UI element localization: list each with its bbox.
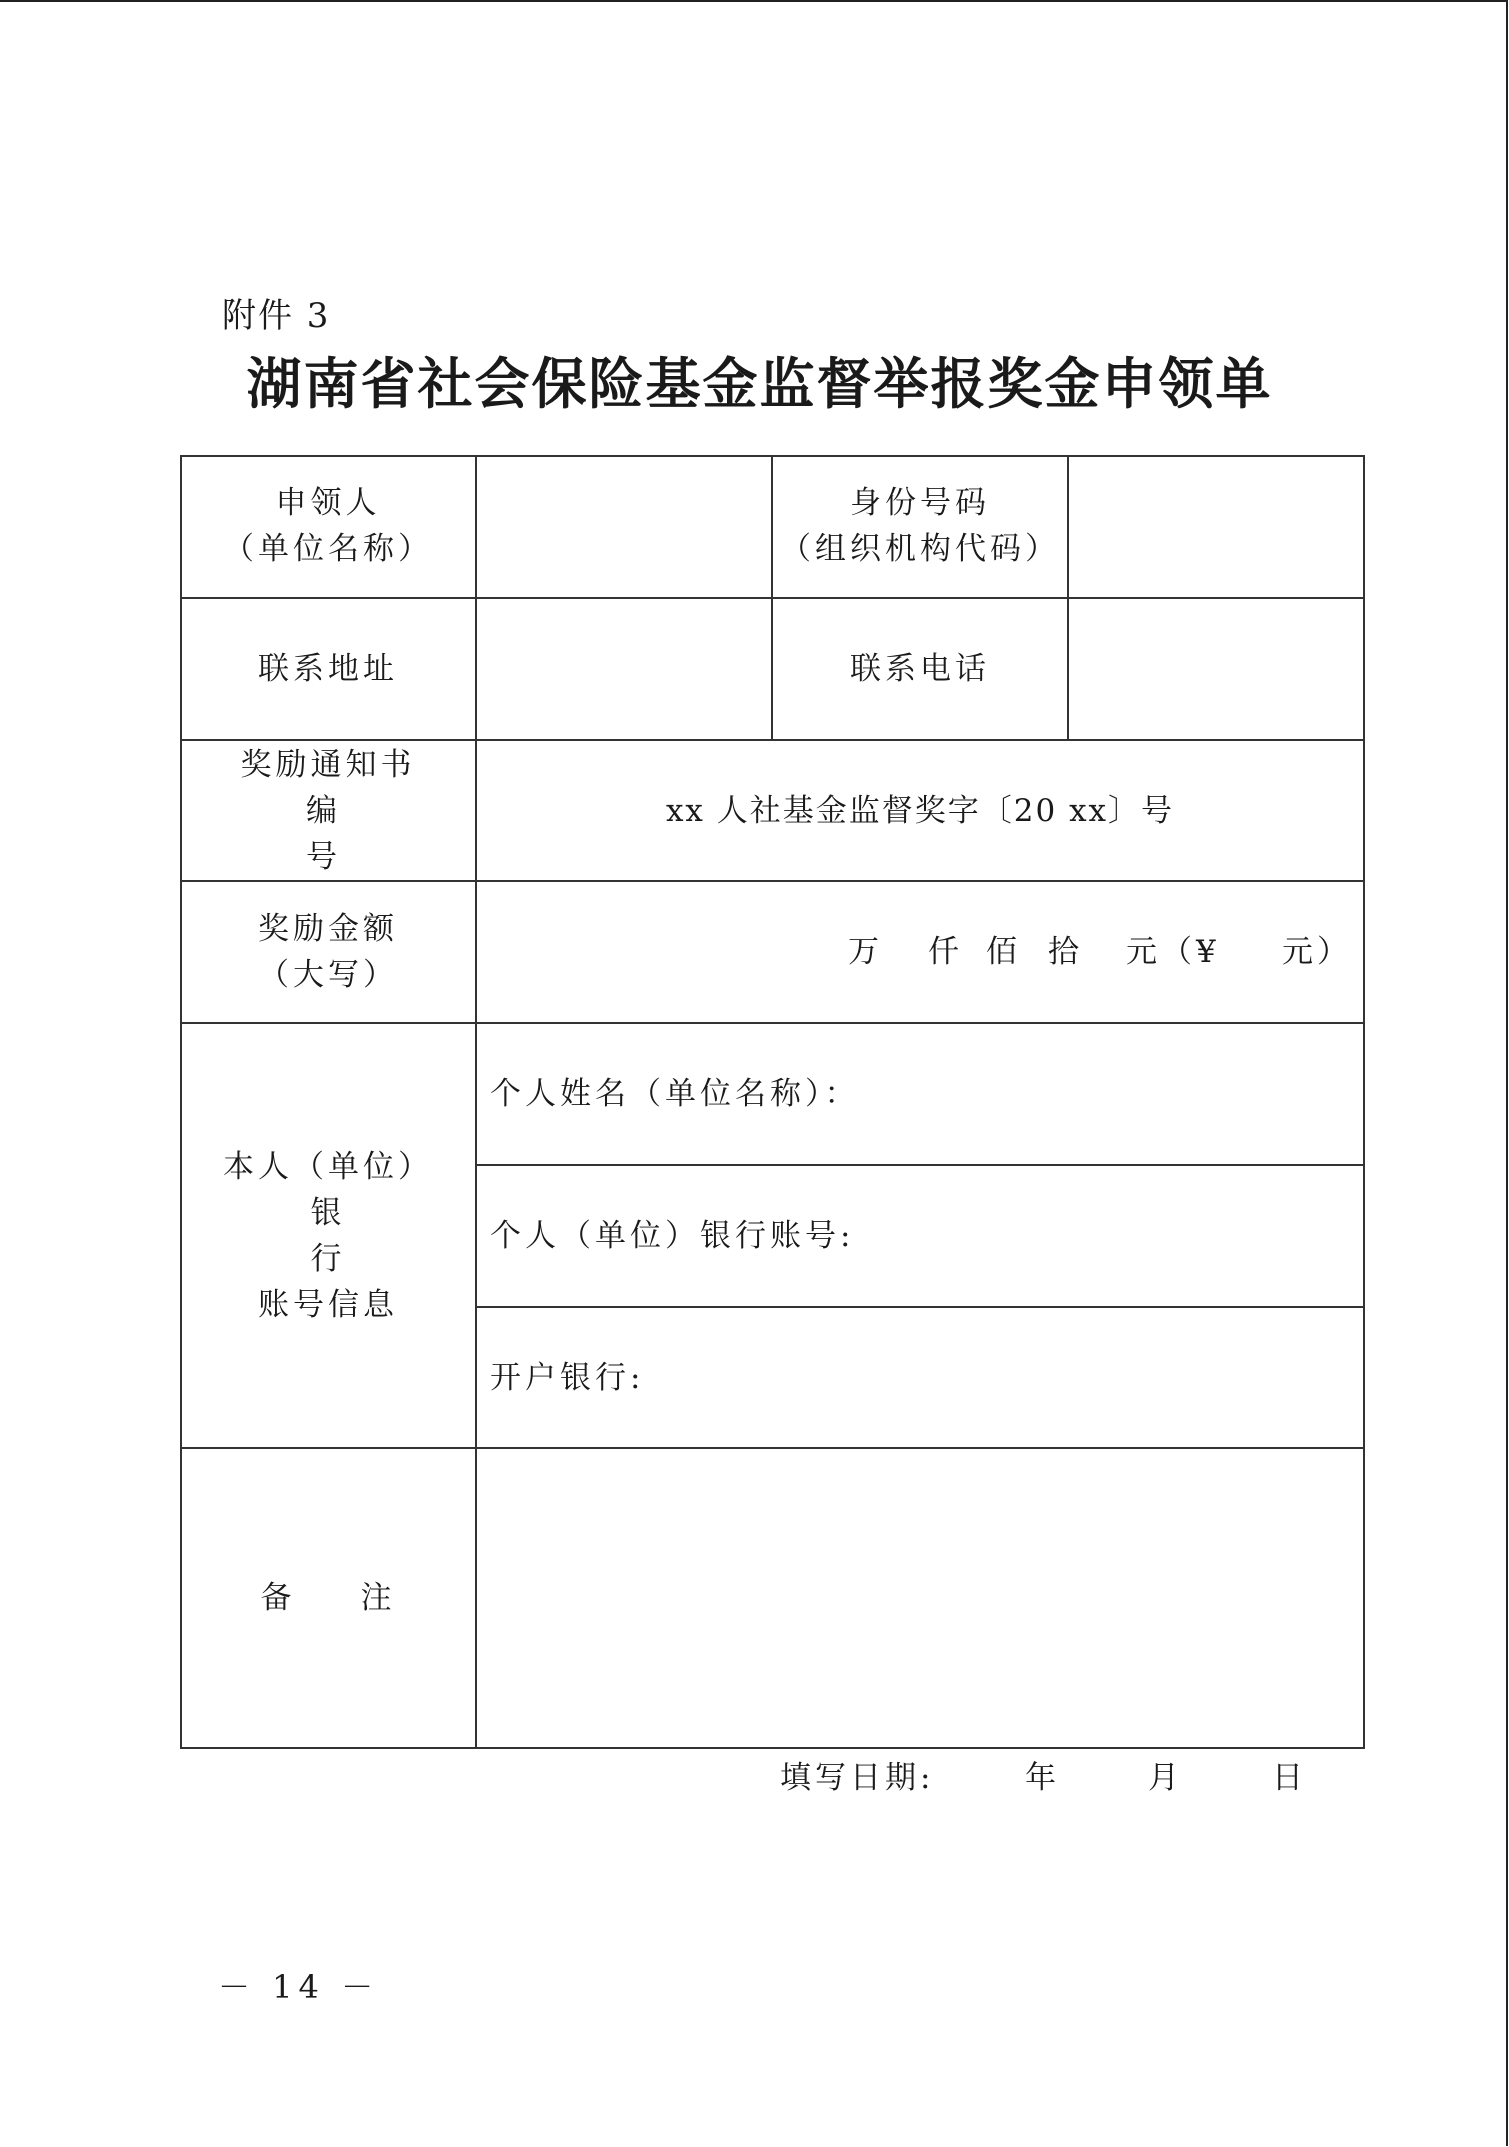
amount-field[interactable] — [476, 881, 1364, 1023]
notice-number-label: 奖励通知书 编 号 — [240, 746, 416, 875]
amount-unit-shi: 拾 — [1048, 934, 1083, 970]
bank-account-number-field[interactable]: 个人（单位）银行账号: — [490, 1218, 855, 1254]
bank-info-label: 本人（单位） 银 行 账号信息 — [223, 1148, 433, 1323]
applicant-label: 申领人 （单位名称） — [223, 485, 433, 567]
address-label: 联系地址 — [258, 651, 398, 687]
date-month: 月 — [1148, 1760, 1183, 1796]
applicant-input[interactable] — [476, 455, 772, 597]
attachment-label: 附件 3 — [222, 296, 331, 336]
amount-unit-yuan-yen: 元（¥ — [1126, 934, 1220, 970]
phone-label: 联系电话 — [850, 651, 990, 687]
amount-label: 奖励金额 （大写） — [258, 911, 398, 993]
date-day: 日 — [1272, 1760, 1307, 1796]
remarks-label: 备 注 — [260, 1580, 396, 1616]
amount-unit-wan: 万 — [848, 934, 883, 970]
application-form-table — [180, 455, 1365, 1749]
form-title: 湖南省社会保险基金监督举报奖金申领单 — [246, 351, 1273, 416]
amount-unit-yuan-close: 元） — [1282, 934, 1352, 970]
date-year: 年 — [1025, 1760, 1060, 1796]
bank-account-name-field[interactable]: 个人姓名（单位名称）： — [490, 1076, 860, 1112]
address-input[interactable] — [476, 598, 772, 740]
phone-input[interactable] — [1068, 598, 1364, 740]
remarks-input[interactable] — [476, 1448, 1364, 1748]
fill-date-label: 填写日期: — [780, 1760, 935, 1796]
amount-unit-qian: 仟 — [928, 934, 963, 970]
id-number-label: 身份号码 （组织机构代码） — [780, 485, 1060, 567]
notice-number-value[interactable]: xx 人社基金监督奖字〔20 xx〕号 — [665, 792, 1175, 829]
amount-unit-bai: 佰 — [986, 934, 1021, 970]
id-number-input[interactable] — [1068, 455, 1364, 597]
bank-branch-field[interactable]: 开户银行: — [490, 1359, 645, 1396]
page-number: － 14 － — [218, 1968, 380, 2006]
